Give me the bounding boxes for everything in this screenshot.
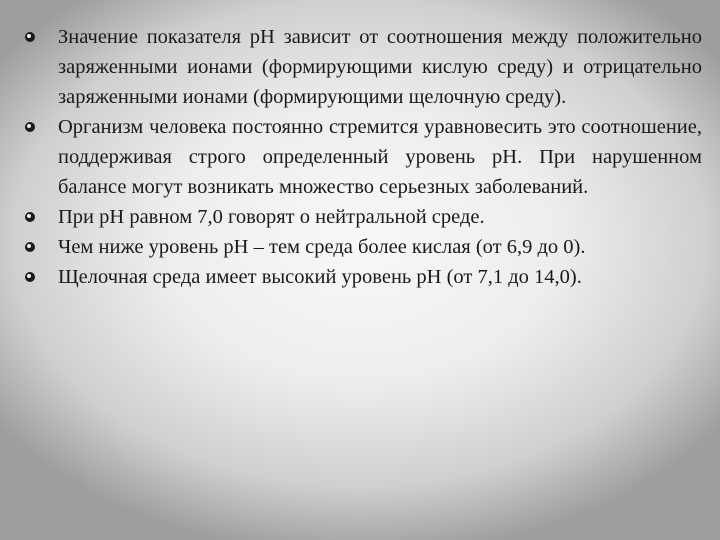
bullet-icon (25, 32, 35, 42)
slide-content (22, 22, 702, 292)
bullet-text: Значение показателя pH зависит от соотношения между положительно заряженными ионами (формирующими кислую среду) и отрицательно заряженными ионами (формирующими щелочную среду). (58, 26, 702, 108)
bullet-icon (25, 272, 35, 282)
bullet-icon (25, 122, 35, 132)
bullet-item-body-balance (22, 112, 702, 202)
bullet-text: Чем ниже уровень pH – тем среда более кислая (от 6,9 до 0). (58, 236, 586, 258)
bullet-icon (25, 242, 35, 252)
bullet-text: Организм человека постоянно стремится уравновесить это соотношение, поддерживая строго определенный уровень pH. При нарушенном балансе могут возникать множество серьезных заболеваний. (58, 116, 702, 198)
bullet-item-neutral (22, 202, 702, 232)
bullet-text: Щелочная среда имеет высокий уровень pH (от 7,1 до 14,0). (58, 266, 582, 288)
bullet-text: При pH равном 7,0 говорят о нейтральной среде. (58, 206, 485, 228)
bullet-item-alkaline (22, 262, 702, 292)
bullet-item-acidic (22, 232, 702, 262)
bullet-icon (25, 212, 35, 222)
bullet-list (22, 22, 702, 292)
bullet-item-ph-dependence (22, 22, 702, 112)
